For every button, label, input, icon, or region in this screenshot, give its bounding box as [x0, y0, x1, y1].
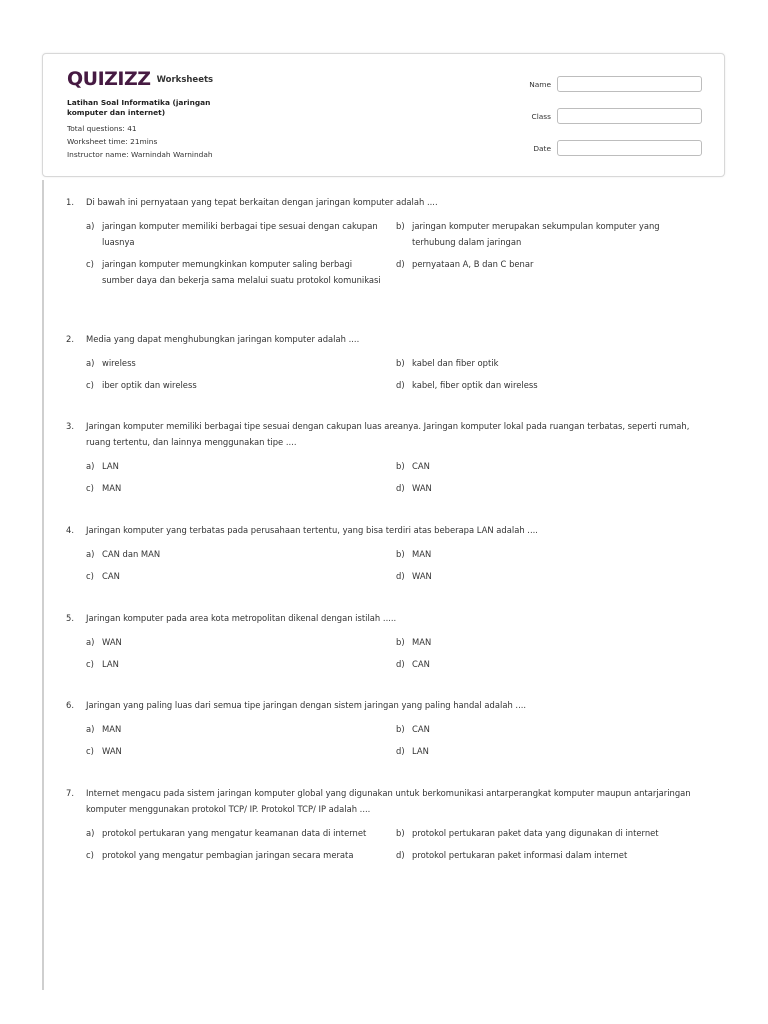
option-letter: b)	[396, 637, 405, 647]
date-field[interactable]	[557, 140, 702, 156]
answer-options	[66, 458, 706, 502]
option-letter: b)	[396, 724, 405, 734]
option-text: kabel, fiber optik dan wireless	[412, 380, 538, 390]
option-letter: c)	[86, 659, 94, 669]
answer-option[interactable]	[396, 546, 706, 562]
option-text: protokol yang mengatur pembagian jaringan secara merata	[102, 850, 354, 860]
option-letter: c)	[86, 571, 94, 581]
name-label: Name	[529, 80, 551, 89]
question-stem	[66, 785, 706, 817]
question-stem	[66, 331, 706, 347]
option-text: CAN dan MAN	[102, 549, 161, 559]
question-number: 5.	[66, 613, 74, 623]
option-letter: d)	[396, 746, 405, 756]
answer-option[interactable]	[396, 825, 706, 841]
question-item	[66, 697, 706, 765]
answer-option[interactable]	[396, 721, 706, 737]
answer-option[interactable]	[86, 480, 396, 496]
page-left-rule	[42, 180, 44, 990]
question-text: Jaringan komputer yang terbatas pada perusahaan tertentu, yang bisa terdiri atas beberapa LAN adalah ....	[86, 525, 538, 535]
answer-option[interactable]	[86, 634, 396, 650]
option-text: wireless	[102, 358, 136, 368]
answer-option[interactable]	[396, 256, 706, 288]
option-letter: b)	[396, 221, 405, 231]
question-text: Jaringan komputer pada area kota metropolitan dikenal dengan istilah .....	[86, 613, 397, 623]
answer-option[interactable]	[396, 743, 706, 759]
option-letter: d)	[396, 850, 405, 860]
option-text: LAN	[412, 746, 429, 756]
option-letter: c)	[86, 746, 94, 756]
option-text: WAN	[412, 483, 432, 493]
worksheet-time: Worksheet time: 21mins	[67, 137, 158, 146]
answer-option[interactable]	[396, 480, 706, 496]
answer-option[interactable]	[86, 458, 396, 474]
answer-option[interactable]	[396, 847, 706, 863]
question-text: Di bawah ini pernyataan yang tepat berkaitan dengan jaringan komputer adalah ....	[86, 197, 438, 207]
option-text: iber optik dan wireless	[102, 380, 197, 390]
answer-option[interactable]	[86, 377, 396, 393]
option-text: WAN	[412, 571, 432, 581]
option-text: WAN	[102, 746, 122, 756]
answer-option[interactable]	[86, 847, 396, 863]
option-letter: d)	[396, 380, 405, 390]
total-questions: Total questions: 41	[67, 124, 137, 133]
option-letter: c)	[86, 380, 94, 390]
answer-option[interactable]	[86, 825, 396, 841]
class-field[interactable]	[557, 108, 702, 124]
question-stem	[66, 610, 706, 626]
answer-option[interactable]	[86, 218, 396, 250]
option-letter: c)	[86, 850, 94, 860]
option-letter: b)	[396, 828, 405, 838]
option-letter: b)	[396, 549, 405, 559]
answer-option[interactable]	[396, 458, 706, 474]
option-letter: a)	[86, 724, 95, 734]
option-text: MAN	[102, 724, 122, 734]
option-text: MAN	[102, 483, 122, 493]
question-number: 2.	[66, 334, 74, 344]
option-text: CAN	[102, 571, 120, 581]
option-text: jaringan komputer memungkinkan komputer saling berbagi sumber daya dan bekerja sama melalui suatu protokol komunikasi	[102, 259, 381, 285]
answer-option[interactable]	[86, 568, 396, 584]
date-label: Date	[533, 144, 551, 153]
answer-options	[66, 218, 706, 294]
option-text: CAN	[412, 659, 430, 669]
question-number: 7.	[66, 788, 74, 798]
answer-options	[66, 721, 706, 765]
option-text: CAN	[412, 461, 430, 471]
answer-options	[66, 825, 706, 869]
question-item	[66, 331, 706, 399]
option-letter: d)	[396, 483, 405, 493]
answer-option[interactable]	[86, 546, 396, 562]
question-text: Jaringan komputer memiliki berbagai tipe sesuai dengan cakupan luas areanya. Jaringan komputer lokal pada ruangan terbatas, seperti rumah, ruang tertentu, dan lainnya menggunakan tipe ....	[86, 421, 690, 447]
question-stem	[66, 418, 706, 450]
question-stem	[66, 194, 706, 210]
question-number: 6.	[66, 700, 74, 710]
answer-option[interactable]	[86, 256, 396, 288]
option-text: CAN	[412, 724, 430, 734]
option-letter: a)	[86, 549, 95, 559]
instructor-name: Instructor name: Warnindah Warnindah	[67, 150, 213, 159]
option-text: jaringan komputer merupakan sekumpulan komputer yang terhubung dalam jaringan	[412, 221, 660, 247]
question-stem	[66, 697, 706, 713]
quizizz-logo: QUIZIZZ	[67, 68, 151, 90]
worksheet-header	[42, 53, 725, 177]
option-text: jaringan komputer memiliki berbagai tipe sesuai dengan cakupan luasnya	[102, 221, 378, 247]
option-letter: d)	[396, 571, 405, 581]
option-text: LAN	[102, 659, 119, 669]
answer-option[interactable]	[86, 721, 396, 737]
answer-option[interactable]	[396, 218, 706, 250]
option-text: protokol pertukaran paket data yang digunakan di internet	[412, 828, 659, 838]
question-number: 4.	[66, 525, 74, 535]
answer-options	[66, 355, 706, 399]
question-number: 3.	[66, 421, 74, 431]
question-text: Internet mengacu pada sistem jaringan komputer global yang digunakan untuk berkomunikasi antarperangkat komputer maupun antarjaringan komputer menggunakan protokol TCP/ IP. Protokol TCP/ IP adalah ....	[86, 788, 691, 814]
option-letter: c)	[86, 259, 94, 269]
option-text: MAN	[412, 637, 432, 647]
answer-option[interactable]	[86, 656, 396, 672]
answer-option[interactable]	[396, 568, 706, 584]
answer-option[interactable]	[396, 656, 706, 672]
brand	[67, 68, 213, 90]
option-letter: a)	[86, 358, 95, 368]
option-letter: d)	[396, 259, 405, 269]
answer-option[interactable]	[396, 377, 706, 393]
name-field[interactable]	[557, 76, 702, 92]
option-text: pernyataan A, B dan C benar	[412, 259, 534, 269]
option-letter: a)	[86, 637, 95, 647]
answer-option[interactable]	[86, 355, 396, 371]
option-letter: b)	[396, 461, 405, 471]
question-item	[66, 785, 706, 869]
brand-subtitle: Worksheets	[156, 75, 214, 85]
question-item	[66, 610, 706, 678]
option-text: WAN	[102, 637, 122, 647]
answer-option[interactable]	[396, 355, 706, 371]
question-number: 1.	[66, 197, 74, 207]
option-text: MAN	[412, 549, 432, 559]
option-letter: a)	[86, 828, 95, 838]
question-stem	[66, 522, 706, 538]
answer-options	[66, 634, 706, 678]
option-text: protokol pertukaran yang mengatur keamanan data di internet	[102, 828, 367, 838]
option-letter: a)	[86, 461, 95, 471]
option-text: kabel dan fiber optik	[412, 358, 499, 368]
question-item	[66, 522, 706, 590]
class-label: Class	[531, 112, 551, 121]
question-text: Media yang dapat menghubungkan jaringan komputer adalah ....	[86, 334, 360, 344]
option-letter: b)	[396, 358, 405, 368]
option-letter: c)	[86, 483, 94, 493]
question-text: Jaringan yang paling luas dari semua tipe jaringan dengan sistem jaringan yang paling handal adalah ....	[86, 700, 527, 710]
option-text: LAN	[102, 461, 119, 471]
worksheet-title: Latihan Soal Informatika (jaringan komputer dan internet)	[67, 98, 211, 117]
option-letter: a)	[86, 221, 95, 231]
answer-option[interactable]	[86, 743, 396, 759]
answer-option[interactable]	[396, 634, 706, 650]
question-item	[66, 418, 706, 502]
option-letter: d)	[396, 659, 405, 669]
answer-options	[66, 546, 706, 590]
question-item	[66, 194, 706, 294]
option-text: protokol pertukaran paket informasi dalam internet	[412, 850, 628, 860]
